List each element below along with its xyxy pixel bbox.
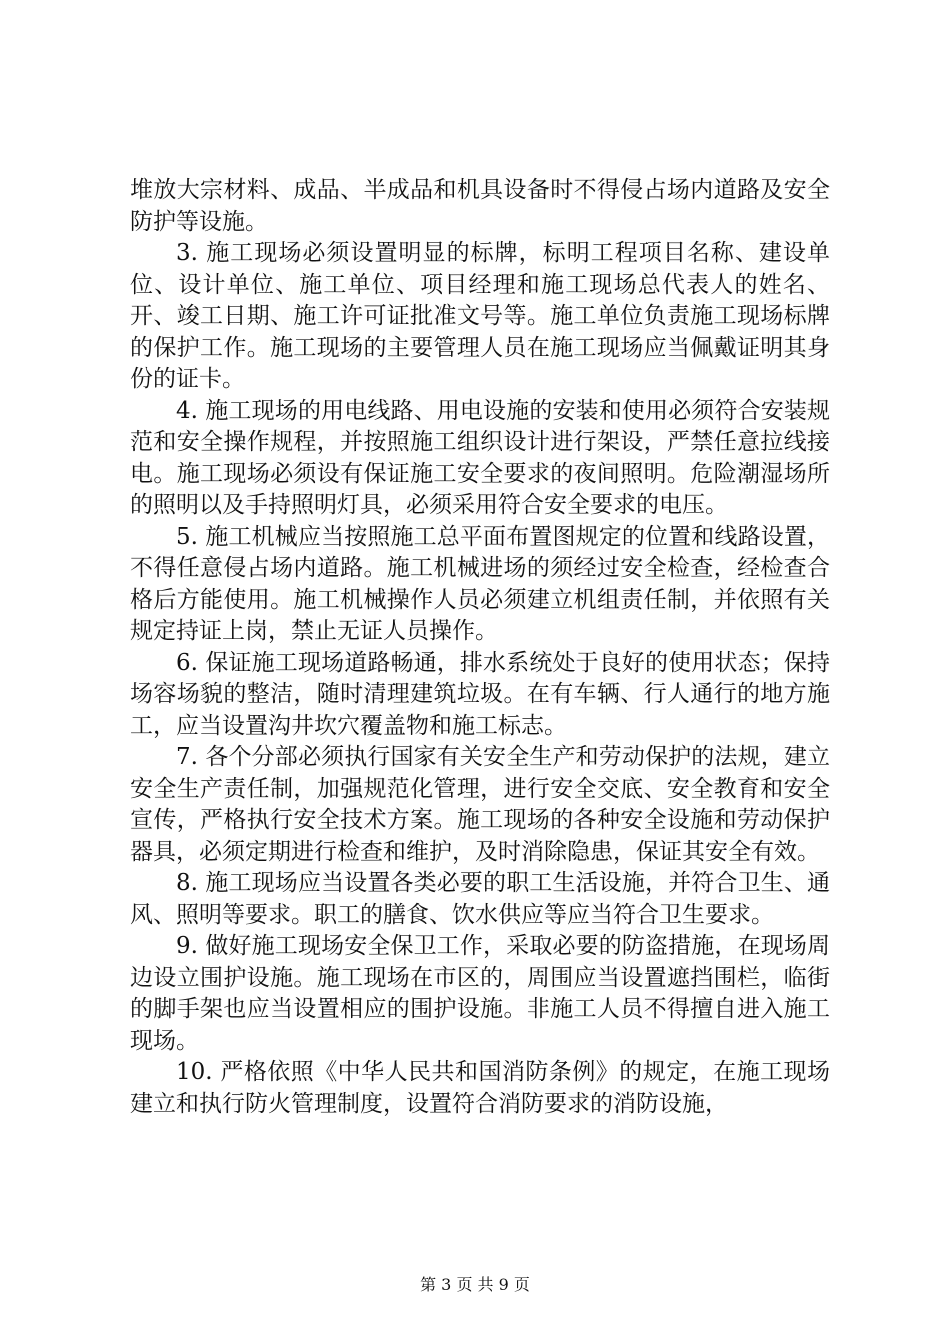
- page-number-label: 第 3 页 共 9 页: [420, 1275, 530, 1294]
- paragraph-item-9: 9. 做好施工现场安全保卫工作，采取必要的防盗措施，在现场周边设立围护设施。施工现场在市区的，周围应当设置遮挡围栏，临街的脚手架也应当设置相应的围护设施。非施工人员不得擅自进入施工现场。: [130, 933, 830, 1054]
- paragraph-item-7: 7. 各个分部必须执行国家有关安全生产和劳动保护的法规，建立安全生产责任制，加强规范化管理，进行安全交底、安全教育和安全宣传，严格执行安全技术方案。施工现场的各种安全设施和劳动保护器具，必须定期进行检查和维护，及时消除隐患，保证其安全有效。: [130, 744, 830, 865]
- paragraph-continuation: 堆放大宗材料、成品、半成品和机具设备时不得侵占场内道路及安全防护等设施。: [130, 177, 830, 235]
- paragraph-item-3: 3. 施工现场必须设置明显的标牌，标明工程项目名称、建设单位、设计单位、施工单位、项目经理和施工现场总代表人的姓名、开、竣工日期、施工许可证批准文号等。施工单位负责施工现场标牌的保护工作。施工现场的主要管理人员在施工现场应当佩戴证明其身份的证卡。: [130, 240, 830, 392]
- paragraph-item-10: 10. 严格依照《中华人民共和国消防条例》的规定，在施工现场建立和执行防火管理制度，设置符合消防要求的消防设施，: [130, 1059, 830, 1117]
- body-text: [130, 175, 830, 1120]
- paragraph-item-4: 4. 施工现场的用电线路、用电设施的安装和使用必须符合安装规范和安全操作规程，并按照施工组织设计进行架设，严禁任意拉线接电。施工现场必须设有保证施工安全要求的夜间照明。危险潮湿场所的照明以及手持照明灯具，必须采用符合安全要求的电压。: [130, 397, 830, 518]
- page-footer: [0, 1272, 950, 1295]
- paragraph-item-6: 6. 保证施工现场道路畅通，排水系统处于良好的使用状态；保持场容场貌的整洁，随时清理建筑垃圾。在有车辆、行人通行的地方施工，应当设置沟井坎穴覆盖物和施工标志。: [130, 649, 830, 739]
- paragraph-item-8: 8. 施工现场应当设置各类必要的职工生活设施，并符合卫生、通风、照明等要求。职工的膳食、饮水供应等应当符合卫生要求。: [130, 870, 830, 928]
- paragraph-item-5: 5. 施工机械应当按照施工总平面布置图规定的位置和线路设置，不得任意侵占场内道路。施工机械进场的须经过安全检查，经检查合格后方能使用。施工机械操作人员必须建立机组责任制，并依照有关规定持证上岗，禁止无证人员操作。: [130, 523, 830, 644]
